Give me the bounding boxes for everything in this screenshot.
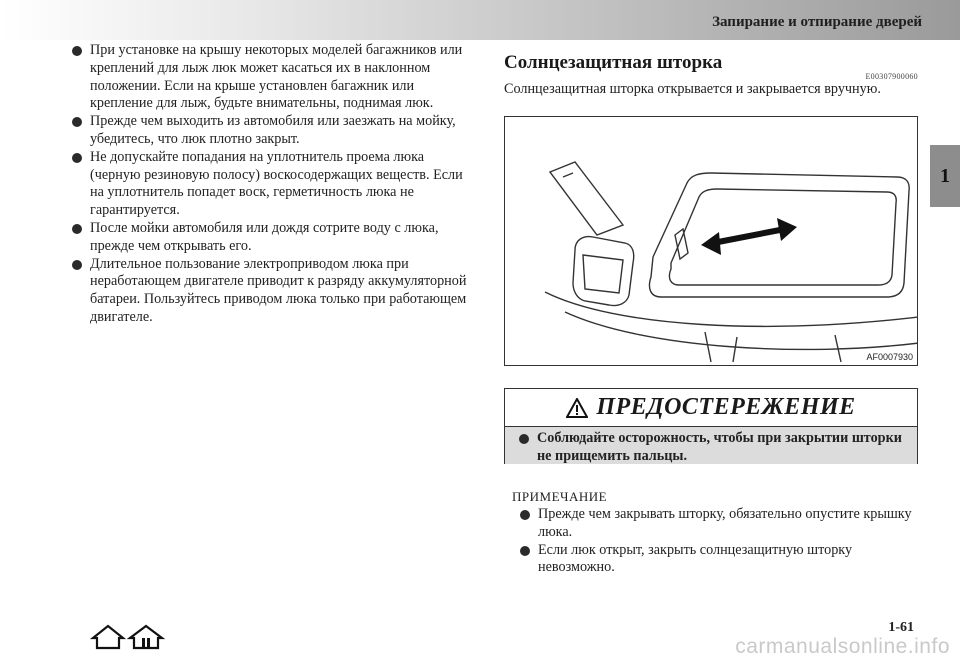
page-number: 1-61: [888, 620, 914, 635]
home-icon[interactable]: [93, 626, 123, 648]
sunroof-sunshade-drawing: [505, 117, 918, 366]
right-column: [504, 52, 920, 98]
warning-body: [505, 427, 917, 464]
list-item: Если люк открыт, закрыть солнцезащитную шторку невозможно.: [520, 542, 920, 578]
list-item: Длительное пользование электроприводом люка при неработающем двигателе приводит к разряду аккумуляторной батареи. Пользуйтесь приводом люка только при работающем двигателе.: [72, 256, 472, 327]
left-bullet-list: [72, 42, 472, 327]
section-code: E00307900060: [865, 72, 918, 81]
bullet-icon: [72, 260, 82, 270]
left-column: [72, 42, 472, 327]
warning-title: ПРЕДОСТЕРЕЖЕНИЕ: [596, 394, 856, 420]
section-title: Солнцезащитная шторка: [504, 52, 723, 73]
bullet-icon: [72, 153, 82, 163]
footer-nav: [90, 624, 170, 655]
list-item: Прежде чем закрывать шторку, обязательно опустите крышку люка.: [520, 506, 920, 542]
bullet-icon: [519, 434, 529, 444]
list-item: Прежде чем выходить из автомобиля или заезжать на мойку, убедитесь, что люк плотно закрыт.: [72, 113, 472, 149]
sunshade-illustration: [504, 116, 918, 366]
chapter-tab[interactable]: 1: [930, 145, 960, 207]
watermark: carmanualsonline.info: [735, 635, 950, 658]
bullet-icon: [72, 224, 82, 234]
list-item: После мойки автомобиля или дождя сотрите воду с люка, прежде чем открывать его.: [72, 220, 472, 256]
double-arrow-icon: [701, 218, 797, 255]
bullet-icon: [72, 117, 82, 127]
figure-code: AF0007930: [866, 352, 913, 362]
section-description: Солнцезащитная шторка открывается и закрывается вручную.: [504, 81, 881, 97]
warning-list: [519, 430, 909, 466]
header-band: [0, 0, 960, 40]
bullet-icon: [72, 46, 82, 56]
bullet-icon: [520, 546, 530, 556]
warning-triangle-icon: [566, 398, 588, 418]
list-item: Не допускайте попадания на уплотнитель проема люка (черную резиновую полосу) воскосодержащих веществ. Если на уплотнитель попадет воск, герметичность люка не гарантируется.: [72, 149, 472, 220]
contents-home-icon[interactable]: [130, 626, 162, 648]
chapter-header-title: Запирание и отпирание дверей: [712, 14, 922, 30]
list-item: Соблюдайте осторожность, чтобы при закрытии шторки не прищемить пальцы.: [519, 430, 909, 466]
bullet-icon: [520, 510, 530, 520]
note-title: ПРИМЕЧАНИЕ: [512, 489, 608, 504]
list-item: При установке на крышу некоторых моделей багажников или креплений для лыж люк может касаться их в наклонном положении. Если на крыше установлен багажник или крепление для лыж, будьте внимательны, поднимая люк.: [72, 42, 472, 113]
warning-header: [505, 389, 917, 427]
note-list: [520, 506, 920, 577]
warning-box: [504, 388, 918, 464]
